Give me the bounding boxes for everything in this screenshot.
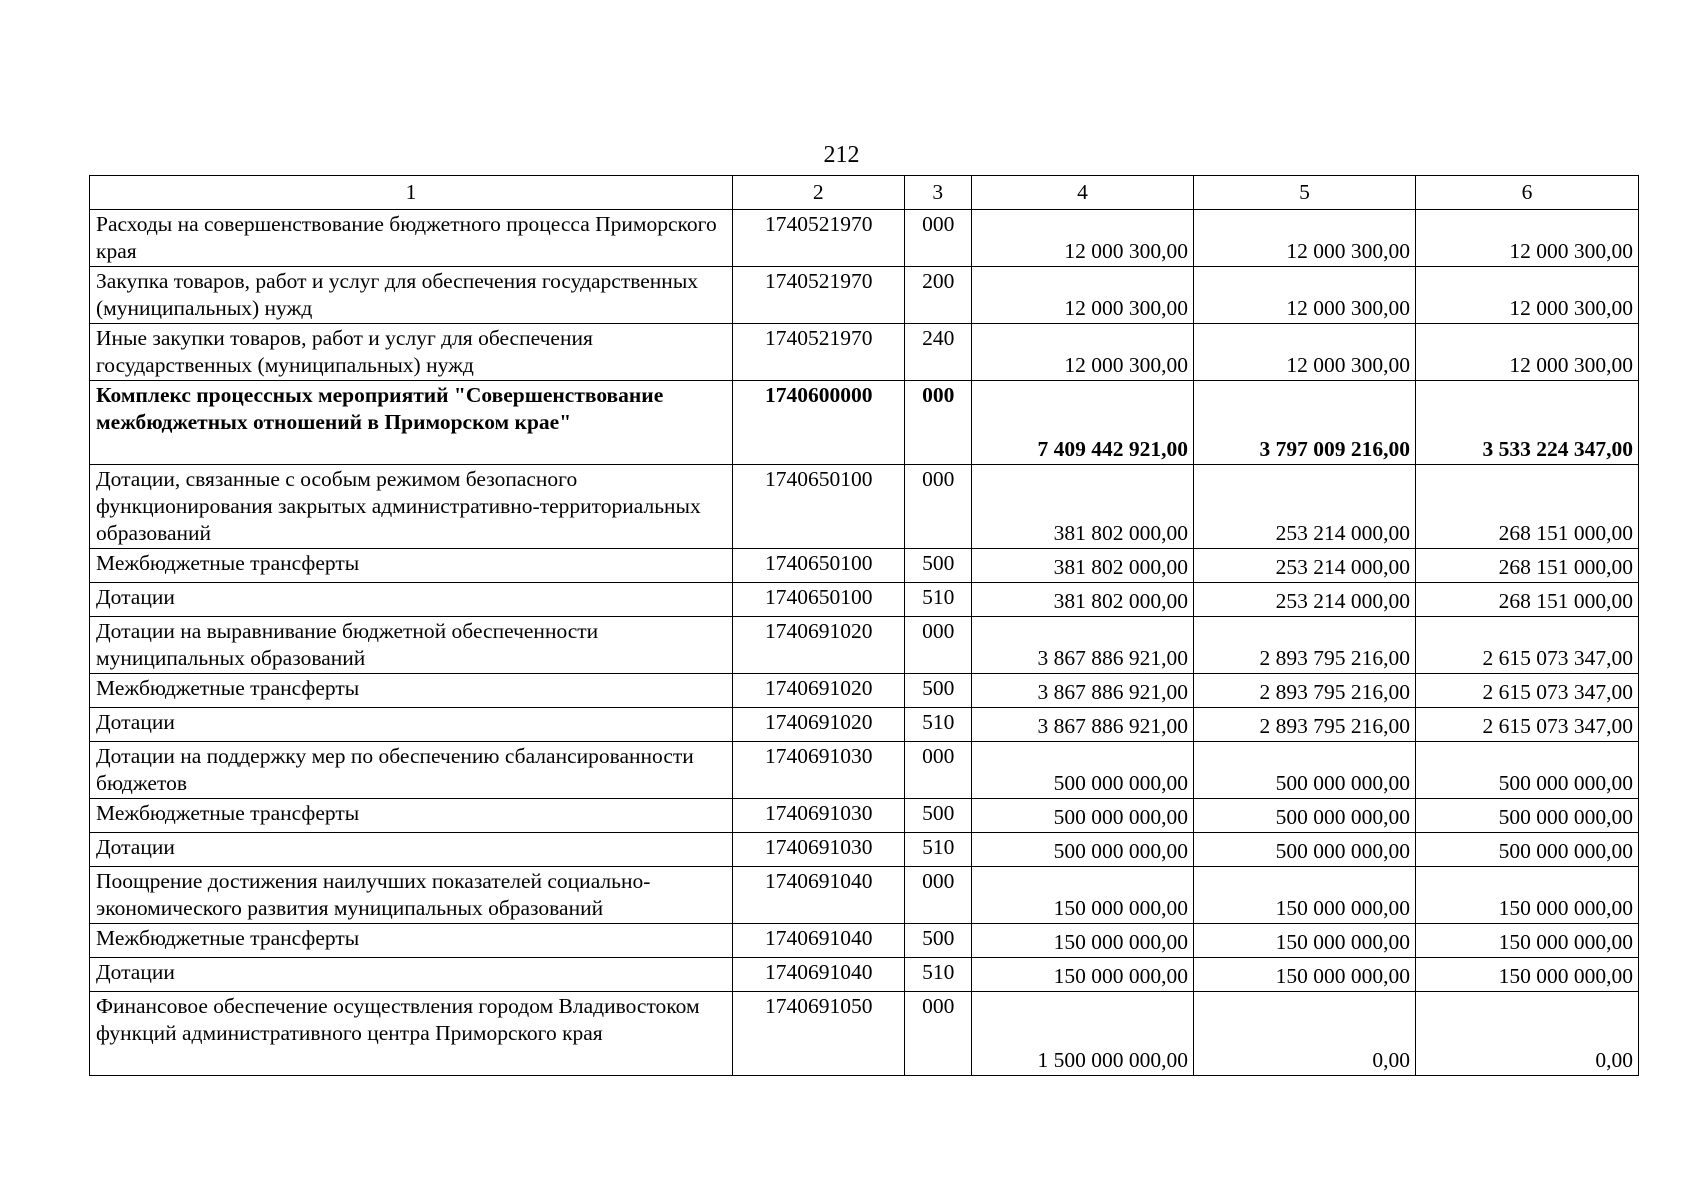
table-row [90,992,1639,1076]
row-amount-col5: 2 893 795 216,00 [1193,708,1415,742]
row-expense-kind: 500 [904,799,971,833]
row-expense-kind: 200 [904,267,971,324]
row-amount-col6: 12 000 300,00 [1415,324,1638,381]
row-expense-kind: 000 [904,210,971,267]
row-target-code: 1740521970 [732,324,904,381]
row-target-code: 1740521970 [732,267,904,324]
row-amount-col6: 268 151 000,00 [1415,549,1638,583]
row-amount-col5: 253 214 000,00 [1193,465,1415,549]
row-name: Иные закупки товаров, работ и услуг для обеспечения государственных (муниципальных) нужд [90,324,733,381]
row-expense-kind: 000 [904,742,971,799]
row-amount-col4: 150 000 000,00 [971,958,1193,992]
row-amount-col6: 150 000 000,00 [1415,958,1638,992]
column-header-4: 4 [971,176,1193,210]
row-amount-col5: 12 000 300,00 [1193,267,1415,324]
row-target-code: 1740521970 [732,210,904,267]
row-name: Поощрение достижения наилучших показателей социально-экономического развития муниципальных образований [90,867,733,924]
row-name: Межбюджетные трансферты [90,924,733,958]
row-amount-col5: 500 000 000,00 [1193,799,1415,833]
row-amount-col6: 2 615 073 347,00 [1415,708,1638,742]
row-amount-col4: 500 000 000,00 [971,833,1193,867]
row-target-code: 1740691050 [732,992,904,1076]
row-amount-col5: 150 000 000,00 [1193,867,1415,924]
row-expense-kind: 510 [904,958,971,992]
row-target-code: 1740691030 [732,742,904,799]
column-header-2: 2 [732,176,904,210]
table-row [90,742,1639,799]
table-row [90,708,1639,742]
row-amount-col4: 381 802 000,00 [971,549,1193,583]
row-name: Межбюджетные трансферты [90,674,733,708]
table-row [90,799,1639,833]
table-row [90,324,1639,381]
row-amount-col6: 268 151 000,00 [1415,583,1638,617]
table-row [90,210,1639,267]
column-header-5: 5 [1193,176,1415,210]
table-row [90,924,1639,958]
row-expense-kind: 240 [904,324,971,381]
row-name: Финансовое обеспечение осуществления городом Владивостоком функций административного центра Приморского края [90,992,733,1076]
row-amount-col5: 500 000 000,00 [1193,833,1415,867]
table-row [90,958,1639,992]
row-target-code: 1740691020 [732,617,904,674]
row-amount-col5: 500 000 000,00 [1193,742,1415,799]
row-name: Дотации на поддержку мер по обеспечению сбалансированности бюджетов [90,742,733,799]
row-name: Межбюджетные трансферты [90,549,733,583]
column-header-3: 3 [904,176,971,210]
row-name: Дотации [90,708,733,742]
table-row [90,583,1639,617]
row-expense-kind: 500 [904,924,971,958]
row-amount-col4: 150 000 000,00 [971,924,1193,958]
row-amount-col4: 381 802 000,00 [971,583,1193,617]
row-amount-col5: 150 000 000,00 [1193,958,1415,992]
row-amount-col5: 12 000 300,00 [1193,210,1415,267]
table-row [90,465,1639,549]
row-amount-col4: 3 867 886 921,00 [971,617,1193,674]
table-row-section [90,381,1639,465]
row-amount-col6: 2 615 073 347,00 [1415,617,1638,674]
row-expense-kind: 500 [904,674,971,708]
row-target-code: 1740691040 [732,958,904,992]
row-target-code: 1740691040 [732,924,904,958]
row-amount-col5: 0,00 [1193,992,1415,1076]
row-name: Дотации на выравнивание бюджетной обеспеченности муниципальных образований [90,617,733,674]
row-target-code: 1740650100 [732,549,904,583]
row-amount-col4: 500 000 000,00 [971,742,1193,799]
row-target-code: 1740600000 [732,381,904,465]
row-amount-col5: 253 214 000,00 [1193,549,1415,583]
row-amount-col4: 12 000 300,00 [971,210,1193,267]
row-amount-col4: 3 867 886 921,00 [971,708,1193,742]
row-amount-col6: 2 615 073 347,00 [1415,674,1638,708]
row-target-code: 1740691020 [732,708,904,742]
row-amount-col6: 3 533 224 347,00 [1415,381,1638,465]
row-name: Дотации [90,583,733,617]
row-expense-kind: 000 [904,617,971,674]
row-target-code: 1740691040 [732,867,904,924]
row-expense-kind: 510 [904,708,971,742]
row-name: Комплекс процессных мероприятий "Совершенствование межбюджетных отношений в Приморском крае" [90,381,733,465]
row-target-code: 1740650100 [732,465,904,549]
row-name: Дотации [90,958,733,992]
row-amount-col5: 3 797 009 216,00 [1193,381,1415,465]
row-amount-col4: 500 000 000,00 [971,799,1193,833]
table-row [90,867,1639,924]
row-expense-kind: 000 [904,381,971,465]
row-expense-kind: 000 [904,867,971,924]
row-amount-col4: 3 867 886 921,00 [971,674,1193,708]
row-name: Дотации [90,833,733,867]
row-amount-col5: 12 000 300,00 [1193,324,1415,381]
table-row [90,674,1639,708]
table-row [90,833,1639,867]
row-amount-col5: 2 893 795 216,00 [1193,674,1415,708]
row-name: Межбюджетные трансферты [90,799,733,833]
row-expense-kind: 510 [904,583,971,617]
row-expense-kind: 500 [904,549,971,583]
budget-table [89,175,1639,1076]
row-amount-col6: 150 000 000,00 [1415,867,1638,924]
row-name: Дотации, связанные с особым режимом безопасного функционирования закрытых административно-территориальных образований [90,465,733,549]
row-amount-col4: 150 000 000,00 [971,867,1193,924]
table-row [90,617,1639,674]
row-amount-col5: 253 214 000,00 [1193,583,1415,617]
row-amount-col5: 2 893 795 216,00 [1193,617,1415,674]
row-amount-col6: 0,00 [1415,992,1638,1076]
row-amount-col6: 500 000 000,00 [1415,799,1638,833]
row-amount-col4: 381 802 000,00 [971,465,1193,549]
row-amount-col4: 7 409 442 921,00 [971,381,1193,465]
row-target-code: 1740691030 [732,799,904,833]
row-amount-col6: 500 000 000,00 [1415,833,1638,867]
column-header-6: 6 [1415,176,1638,210]
row-expense-kind: 510 [904,833,971,867]
row-amount-col6: 12 000 300,00 [1415,210,1638,267]
row-name: Закупка товаров, работ и услуг для обеспечения государственных (муниципальных) нужд [90,267,733,324]
row-amount-col6: 150 000 000,00 [1415,924,1638,958]
page-number: 212 [823,142,860,168]
row-expense-kind: 000 [904,992,971,1076]
row-target-code: 1740691030 [732,833,904,867]
row-name: Расходы на совершенствование бюджетного процесса Приморского края [90,210,733,267]
row-amount-col5: 150 000 000,00 [1193,924,1415,958]
row-amount-col4: 1 500 000 000,00 [971,992,1193,1076]
table-row [90,549,1639,583]
row-amount-col6: 12 000 300,00 [1415,267,1638,324]
table-header-row [90,176,1639,210]
row-expense-kind: 000 [904,465,971,549]
table-row [90,267,1639,324]
row-target-code: 1740691020 [732,674,904,708]
row-target-code: 1740650100 [732,583,904,617]
row-amount-col4: 12 000 300,00 [971,324,1193,381]
row-amount-col6: 500 000 000,00 [1415,742,1638,799]
column-header-1: 1 [90,176,733,210]
row-amount-col6: 268 151 000,00 [1415,465,1638,549]
row-amount-col4: 12 000 300,00 [971,267,1193,324]
